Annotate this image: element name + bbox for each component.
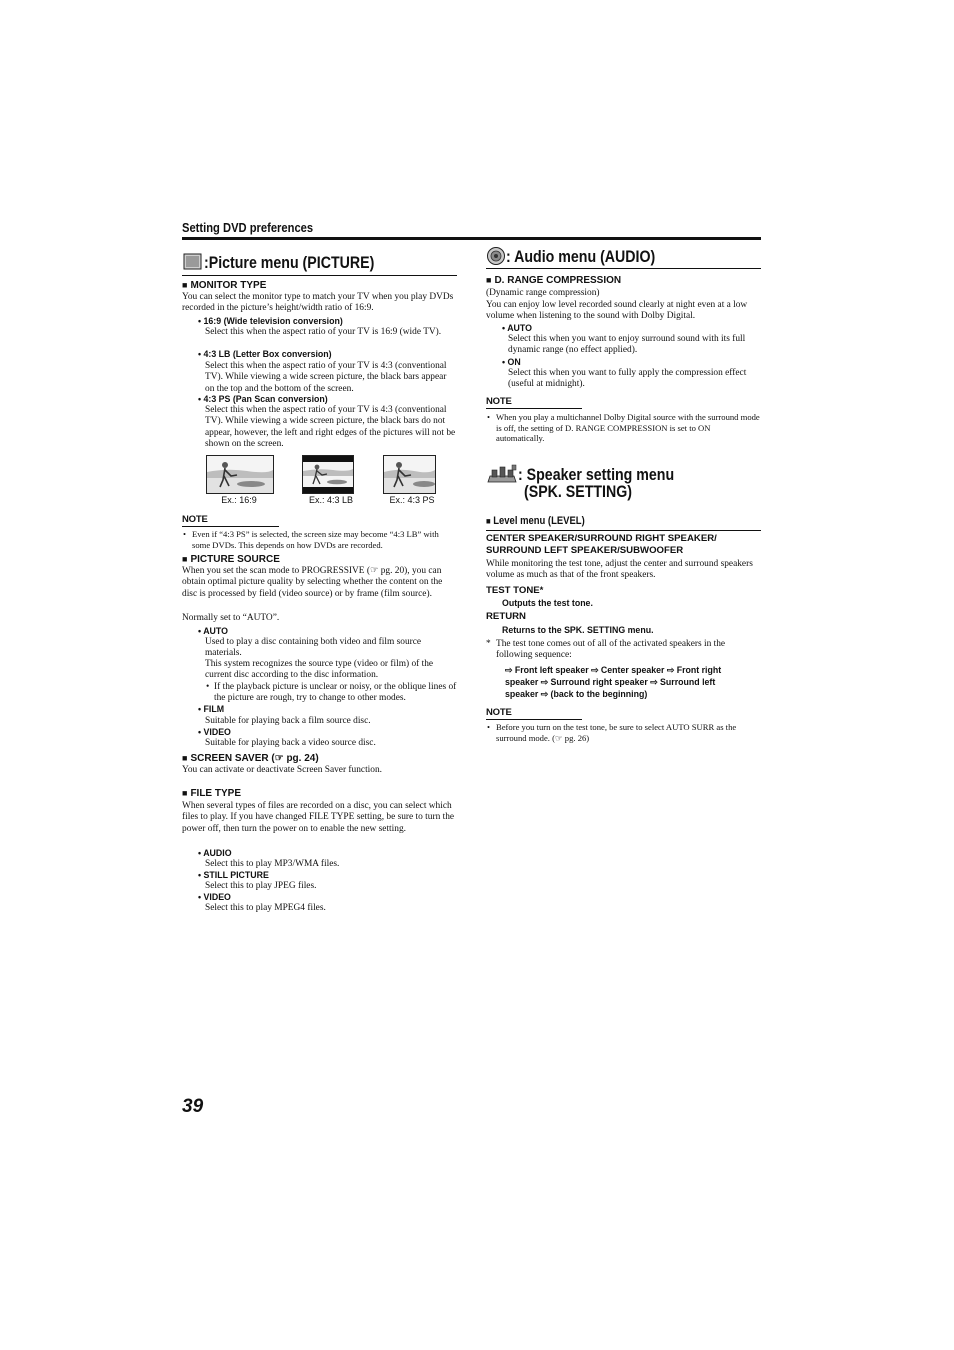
picture-source-heading: ■ PICTURE SOURCE [182, 554, 280, 565]
file-audio-label: • AUDIO [198, 848, 232, 858]
picture-title-rule [182, 275, 457, 276]
opt-43ps-text: Select this when the aspect ratio of your TV is 4:3 (conventional TV). While viewing a wide screen picture, the black bars do not appear, however, the left and right edges of the pictures will not be shown on the screen. [205, 405, 456, 450]
drc-auto-text: Select this when you want to enjoy surround sound with its full dynamic range (no effect applied). [508, 334, 746, 356]
note-label: NOTE [486, 396, 512, 407]
note-label: NOTE [182, 514, 208, 525]
speaker-menu-title-line2: (SPK. SETTING) [524, 483, 633, 501]
picture-source-normally: Normally set to “AUTO”. [182, 613, 280, 623]
speakers-subheading-line1: CENTER SPEAKER/SURROUND RIGHT SPEAKER/ [486, 533, 717, 544]
auto-text-2: This system recognizes the source type (video or film) of the current disc according to the disc information. [205, 659, 434, 681]
speaker-menu-icon [486, 464, 518, 484]
audio-menu-icon [486, 246, 506, 266]
picture-source-intro: When you set the scan mode to PROGRESSIVE (☞ pg. 20), you can obtain optimal picture quality by selecting whether the content on the disc is processed by field (video source) or by frame (film source). [182, 566, 443, 599]
auto-bullet-dot: • [206, 682, 210, 692]
page-number: 39 [182, 1096, 204, 1117]
file-still-label: • STILL PICTURE [198, 870, 269, 880]
note-text: Before you turn on the test tone, be sure to select AUTO SURR as the surround mode. (☞ pg. 26) [496, 722, 737, 743]
opt-43lb-label: • 4:3 LB (Letter Box conversion) [198, 349, 332, 359]
level-menu-heading: ■ Level menu (LEVEL) [486, 515, 585, 527]
picture-menu-title: :Picture menu (PICTURE) [204, 254, 375, 272]
drc-auto-label: • AUTO [502, 323, 532, 333]
film-label: • FILM [198, 704, 225, 714]
monitor-type-heading: ■ MONITOR TYPE [182, 280, 267, 291]
file-video-text: Select this to play MPEG4 files. [205, 903, 326, 913]
video-text: Suitable for playing back a video source disc. [205, 738, 376, 748]
example-169-image [206, 455, 274, 494]
auto-text: Used to play a disc containing both video and film source materials. [205, 637, 422, 659]
test-tone-text: Outputs the test tone. [502, 598, 593, 608]
video-label: • VIDEO [198, 727, 231, 737]
level-heading-rule [486, 530, 761, 531]
sequence-line2: speaker ⇨ Surround right speaker ⇨ Surround left [505, 677, 716, 687]
file-still-text: Select this to play JPEG files. [205, 881, 317, 891]
picture-menu-icon [183, 253, 203, 271]
opt-43lb-text: Select this when the aspect ratio of your TV is 4:3 (conventional TV). While viewing a wide screen picture, the black bars appear on the top and the bottom of the screen. [205, 361, 447, 394]
caption-43lb: Ex.: 4:3 LB [308, 495, 354, 505]
return-text: Returns to the SPK. SETTING menu. [502, 625, 654, 635]
note-rule [486, 719, 582, 720]
note-label: NOTE [486, 707, 512, 718]
test-tone-label: TEST TONE* [486, 585, 544, 596]
example-43ps-image [383, 455, 436, 494]
auto-bullet-text: If the playback picture is unclear or noisy, or the oblique lines of the picture are rough, try to change to other modes. [214, 682, 457, 704]
caption-169: Ex.: 16:9 [221, 495, 257, 505]
footnote-asterisk: * [486, 639, 491, 649]
note-text: When you play a multichannel Dolby Digital source with the surround mode is off, the setting of D. RANGE COMPRESSION is set to ON automatically. [496, 412, 760, 444]
audio-menu-title: : Audio menu (AUDIO) [506, 248, 656, 266]
opt-169-text: Select this when the aspect ratio of your TV is 16:9 (wide TV). [205, 327, 442, 337]
speaker-menu-title-line1: : Speaker setting menu [518, 466, 675, 484]
screen-saver-text: You can activate or deactivate Screen Saver function. [182, 765, 383, 775]
section-header: Setting DVD preferences [182, 220, 314, 235]
note-rule [486, 408, 582, 409]
note-text: Even if “4:3 PS” is selected, the screen size may become “4:3 LB” with some DVDs. This depends on how DVDs are recorded. [192, 529, 439, 550]
example-43lb-image [302, 455, 354, 494]
file-audio-text: Select this to play MP3/WMA files. [205, 859, 340, 869]
monitor-type-intro: You can select the monitor type to match your TV when you play DVDs recorded in the picture’s height/width ratio of 16:9. [182, 292, 454, 314]
drc-intro: You can enjoy low level recorded sound clearly at night even at a low volume when listening to the sound with Dolby Digital. [486, 300, 748, 322]
note-bullet: • [487, 722, 491, 732]
auto-label: • AUTO [198, 626, 228, 636]
note-bullet: • [487, 412, 491, 422]
drc-heading: ■ D. RANGE COMPRESSION [486, 275, 622, 286]
film-text: Suitable for playing back a film source disc. [205, 716, 371, 726]
audio-title-rule [486, 268, 761, 269]
return-label: RETURN [486, 611, 526, 622]
header-rule [182, 237, 761, 240]
opt-43ps-label: • 4:3 PS (Pan Scan conversion) [198, 394, 328, 404]
file-type-heading: ■ FILE TYPE [182, 788, 241, 799]
speakers-subheading-line2: SURROUND LEFT SPEAKER/SUBWOOFER [486, 545, 684, 556]
file-type-intro: When several types of files are recorded on a disc, you can select which files to play. If you have changed FILE TYPE setting, be sure to turn the power off, then turn the power on to enable the new setting. [182, 801, 455, 834]
note-bullet: • [183, 529, 187, 539]
drc-sub: (Dynamic range compression) [486, 288, 600, 298]
drc-on-text: Select this when you want to fully apply the compression effect (useful at midnight). [508, 368, 747, 390]
caption-43ps: Ex.: 4:3 PS [389, 495, 435, 505]
note-rule [182, 526, 279, 527]
footnote-text: The test tone comes out of all of the activated speakers in the following sequence: [496, 639, 726, 661]
drc-on-label: • ON [502, 357, 521, 367]
screen-saver-heading: ■ SCREEN SAVER (☞ pg. 24) [182, 753, 319, 764]
file-video-label: • VIDEO [198, 892, 231, 902]
sequence-line3: speaker ⇨ (back to the beginning) [505, 689, 648, 699]
sequence-line1: ⇨ Front left speaker ⇨ Center speaker ⇨ Front right [505, 665, 722, 675]
opt-169-label: • 16:9 (Wide television conversion) [198, 316, 343, 326]
level-intro: While monitoring the test tone, adjust the center and surround speakers volume as much as that of the front speakers. [486, 559, 753, 581]
